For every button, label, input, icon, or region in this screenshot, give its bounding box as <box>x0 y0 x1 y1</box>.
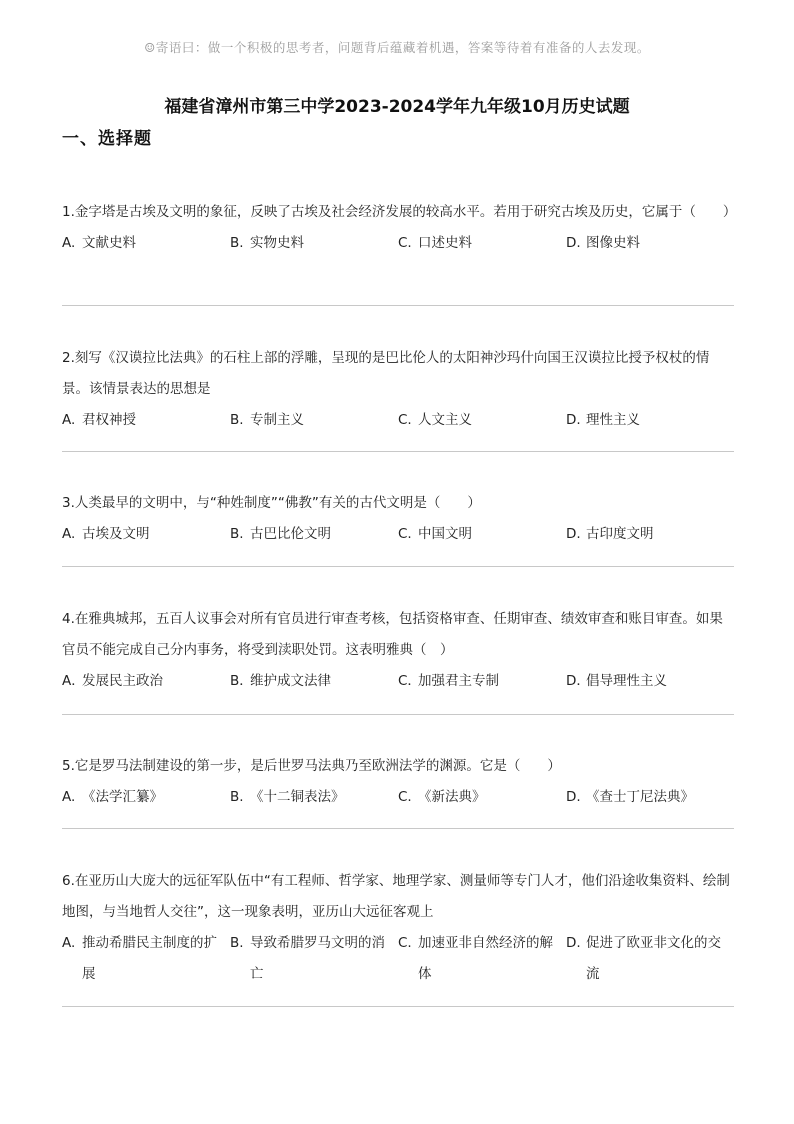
question-stem: 2.刻写《汉谟拉比法典》的石柱上部的浮雕，呈现的是巴比伦人的太阳神沙玛什向国王汉谟拉比授予权杖的情景。该情景表达的思想是 <box>62 350 710 397</box>
divider <box>62 566 734 567</box>
option-text: 发展民主政治 <box>82 673 163 689</box>
option-text: 古印度文明 <box>586 526 654 542</box>
option-key: C． <box>398 673 421 689</box>
option-a[interactable] <box>62 928 230 990</box>
option-a[interactable] <box>62 405 230 436</box>
option-key: B. <box>230 235 244 251</box>
divider <box>62 828 734 829</box>
question-stem: 4.在雅典城邦，五百人议事会对所有官员进行审查考核，包括资格审查、任期审查、绩效审查和账目审查。如果官员不能完成自己分内事务，将受到渎职处罚。这表明雅典（ ） <box>62 611 723 658</box>
question-stem: 5.它是罗马法制建设的第一步，是后世罗马法典乃至欧洲法学的渊源。它是（ ） <box>62 758 561 774</box>
option-key: B． <box>230 673 253 689</box>
option-key: A. <box>62 526 76 542</box>
option-b[interactable] <box>230 782 398 813</box>
option-text: 《新法典》 <box>418 789 486 805</box>
options-row <box>62 666 734 697</box>
option-text: 理性主义 <box>586 412 640 428</box>
options-row <box>62 519 734 550</box>
option-d[interactable] <box>566 782 734 813</box>
option-key: B. <box>230 789 244 805</box>
option-key: B. <box>230 935 244 951</box>
options-row <box>62 228 734 259</box>
option-text: 导致希腊罗马文明的消亡 <box>250 935 385 982</box>
option-text: 中国文明 <box>418 526 472 542</box>
section-heading: 一、选择题 <box>62 129 152 149</box>
option-b[interactable] <box>230 666 398 697</box>
option-key: C. <box>398 935 412 951</box>
option-text: 加速亚非自然经济的解体 <box>418 935 553 982</box>
question-stem: 6.在亚历山大庞大的远征军队伍中“有工程师、哲学家、地理学家、测量师等专门人才，他们沿途收集资料、绘制地图，与当地哲人交往”，这一现象表明，亚历山大远征客观上 <box>62 873 730 920</box>
options-row <box>62 405 734 436</box>
option-a[interactable] <box>62 519 230 550</box>
option-b[interactable] <box>230 928 398 990</box>
option-a[interactable] <box>62 666 230 697</box>
option-d[interactable] <box>566 666 734 697</box>
option-text: 古埃及文明 <box>82 526 150 542</box>
option-text: 文献史料 <box>82 235 136 251</box>
option-c[interactable] <box>398 519 566 550</box>
option-d[interactable] <box>566 928 734 990</box>
option-key: A. <box>62 412 76 428</box>
option-key: A. <box>62 235 76 251</box>
option-key: D. <box>566 412 581 428</box>
option-a[interactable] <box>62 782 230 813</box>
divider <box>62 1006 734 1007</box>
option-text: 人文主义 <box>418 412 472 428</box>
option-a[interactable] <box>62 228 230 259</box>
option-key: C. <box>398 235 412 251</box>
question-5 <box>62 751 734 813</box>
option-c[interactable] <box>398 666 566 697</box>
option-key: A. <box>62 789 76 805</box>
divider <box>62 714 734 715</box>
option-c[interactable] <box>398 928 566 990</box>
option-c[interactable] <box>398 405 566 436</box>
option-key: D. <box>566 526 581 542</box>
option-key: C. <box>398 526 412 542</box>
question-stem: 1.金字塔是古埃及文明的象征，反映了古埃及社会经济发展的较高水平。若用于研究古埃及历史，它属于（ ） <box>62 204 737 220</box>
option-text: 促进了欧亚非文化的交流 <box>586 935 721 982</box>
question-stem: 3.人类最早的文明中，与“种姓制度”“佛教”有关的古代文明是（ ） <box>62 495 481 511</box>
option-b[interactable] <box>230 405 398 436</box>
question-1 <box>62 197 737 259</box>
page-title: 福建省漳州市第三中学2023-2024学年九年级10月历史试题 <box>164 97 630 117</box>
option-text: 推动希腊民主制度的扩展 <box>82 935 217 982</box>
option-text: 维护成文法律 <box>250 673 331 689</box>
watermark-motto: ☺寄语曰：做一个积极的思考者，问题背后蕴藏着机遇，答案等待着有准备的人去发现。 <box>144 40 650 55</box>
option-text: 专制主义 <box>250 412 304 428</box>
option-key: A． <box>62 673 85 689</box>
option-text: 古巴比伦文明 <box>250 526 331 542</box>
question-6 <box>62 866 734 990</box>
option-text: 口述史料 <box>418 235 472 251</box>
option-text: 君权神授 <box>82 412 136 428</box>
option-key: C. <box>398 412 412 428</box>
option-d[interactable] <box>566 519 734 550</box>
option-key: B. <box>230 412 244 428</box>
option-key: D. <box>566 935 581 951</box>
option-text: 实物史料 <box>250 235 304 251</box>
option-key: B. <box>230 526 244 542</box>
option-text: 《法学汇纂》 <box>82 789 163 805</box>
option-text: 倡导理性主义 <box>586 673 667 689</box>
option-b[interactable] <box>230 228 398 259</box>
divider <box>62 305 734 306</box>
option-d[interactable] <box>566 405 734 436</box>
question-2 <box>62 343 734 436</box>
option-text: 《十二铜表法》 <box>250 789 345 805</box>
options-row <box>62 782 734 813</box>
question-3 <box>62 488 734 550</box>
option-c[interactable] <box>398 782 566 813</box>
option-text: 图像史料 <box>586 235 640 251</box>
options-row <box>62 928 734 990</box>
option-text: 加强君主专制 <box>418 673 499 689</box>
option-key: D． <box>566 673 590 689</box>
question-4 <box>62 604 734 697</box>
option-c[interactable] <box>398 228 566 259</box>
option-key: D. <box>566 235 581 251</box>
option-text: 《查士丁尼法典》 <box>586 789 694 805</box>
divider <box>62 451 734 452</box>
option-d[interactable] <box>566 228 734 259</box>
option-key: C. <box>398 789 412 805</box>
option-b[interactable] <box>230 519 398 550</box>
option-key: D. <box>566 789 581 805</box>
option-key: A. <box>62 935 76 951</box>
